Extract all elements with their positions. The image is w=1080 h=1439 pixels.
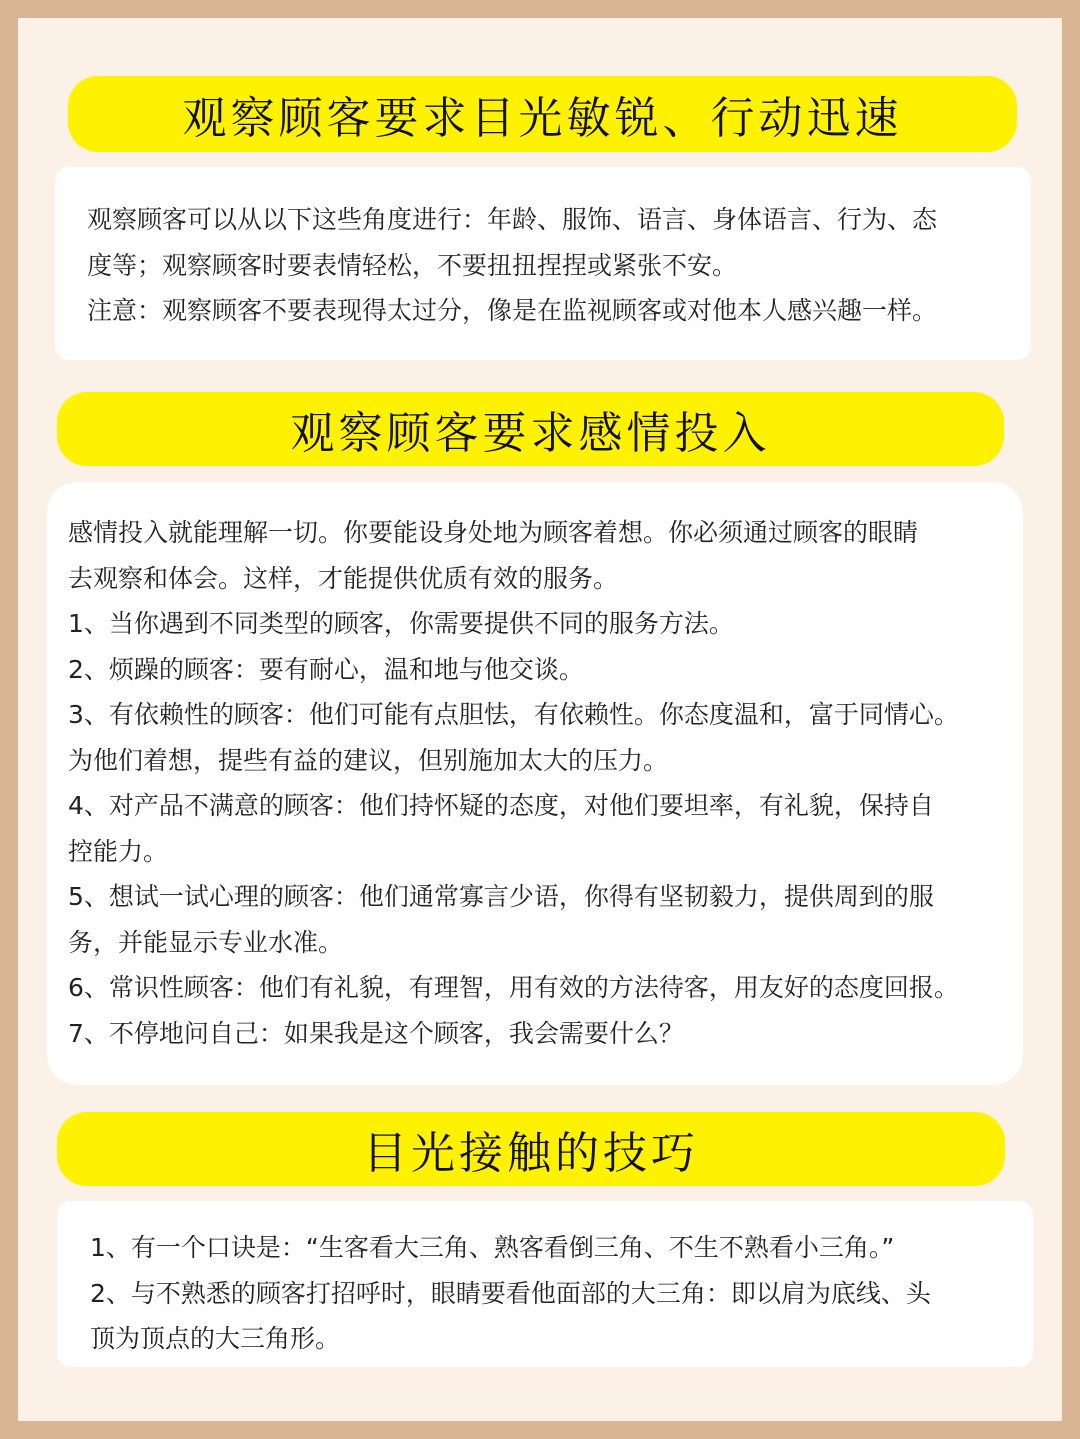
list-item-continuation: 控能力。	[68, 836, 169, 866]
list-item: 7、不停地问自己：如果我是这个顾客，我会需要什么？	[68, 1018, 684, 1048]
paragraph-line: 观察顾客可以从以下这些角度进行：年龄、服饰、语言、身体语言、行为、态	[87, 205, 938, 234]
list-item: 2、烦躁的顾客：要有耐心，温和地与他交谈。	[68, 654, 584, 684]
paragraph-line: 感情投入就能理解一切。你要能设身处地为顾客着想。你必须通过顾客的眼睛	[68, 518, 919, 547]
list-item-continuation: 顶为顶点的大三角形。	[90, 1324, 341, 1353]
paragraph-line: 注意：观察顾客不要表现得太过分，像是在监视顾客或对他本人感兴趣一样。	[87, 296, 938, 325]
section-card-1	[55, 167, 1031, 360]
list-item: 6、常识性顾客：他们有礼貌，有理智，用有效的方法待客，用友好的态度回报。	[68, 973, 959, 1002]
section-title-1: 观察顾客要求目光敏锐、行动迅速	[68, 76, 1017, 152]
paragraph-line: 度等；观察顾客时要表情轻松，不要扭扭捏捏或紧张不安。	[87, 250, 738, 280]
section-card-2	[47, 482, 1023, 1085]
section-title-3: 目光接触的技巧	[57, 1112, 1005, 1186]
list-item-continuation: 务，并能显示专业水准。	[68, 927, 344, 957]
list-item: 4、对产品不满意的顾客：他们持怀疑的态度，对他们要坦率，有礼貌，保持自	[68, 791, 934, 820]
section-title-2: 观察顾客要求感情投入	[57, 392, 1004, 466]
list-item: 3、有依赖性的顾客：他们可能有点胆怯，有依赖性。你态度温和，富于同情心。	[68, 700, 959, 729]
list-item: 1、有一个口诀是：“生客看大三角、熟客看倒三角、不生不熟看小三角。”	[90, 1233, 895, 1262]
list-item: 5、想试一试心理的顾客：他们通常寡言少语，你得有坚韧毅力，提供周到的服	[68, 882, 934, 911]
list-item: 2、与不熟悉的顾客打招呼时，眼睛要看他面部的大三角：即以肩为底线、头	[90, 1278, 931, 1308]
list-item-continuation: 为他们着想，提些有益的建议，但别施加太大的压力。	[68, 745, 669, 775]
section-card-3	[57, 1201, 1033, 1367]
list-item: 1、当你遇到不同类型的顾客，你需要提供不同的服务方法。	[68, 609, 734, 638]
paragraph-line: 去观察和体会。这样，才能提供优质有效的服务。	[68, 563, 619, 593]
